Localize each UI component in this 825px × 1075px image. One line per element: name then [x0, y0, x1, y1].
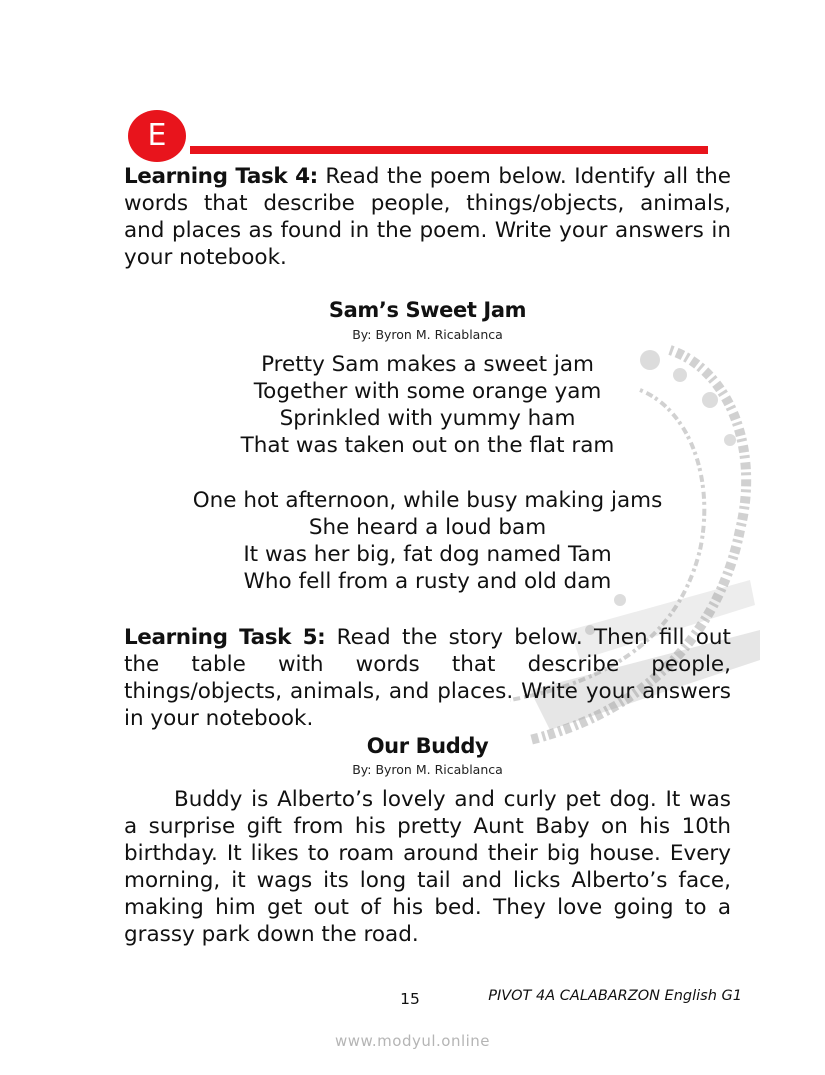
poem-line: Who fell from a rusty and old dam	[243, 569, 612, 594]
task4-instructions	[124, 163, 731, 271]
story-byline: By: Byron M. Ricablanca	[352, 762, 503, 777]
story-paragraph: Buddy is Alberto’s lovely and curly pet dog. It was a surprise gift from his pretty Aunt Baby on his 10th birthday. It likes to roam around their big house. Every morning, it wags its long tail and licks Alberto’s face, making him get out of his bed. They love going to a grassy park down the road.	[124, 787, 731, 947]
task5-instructions	[124, 624, 731, 732]
footer-module-label: PIVOT 4A CALABARZON English G1	[488, 988, 742, 1004]
section-badge: E	[128, 110, 186, 162]
watermark-text: www.modyul.online	[334, 1032, 491, 1050]
task4-text: Read the poem below. Identify all the words that describe people, things/objects, animals, and places as found in the poem. Write your answers in your notebook.	[124, 164, 731, 270]
story-title: Our Buddy	[366, 734, 489, 758]
task5-label: Learning Task 5:	[124, 625, 326, 650]
task4-label: Learning Task 4:	[124, 164, 318, 189]
poem-stanza-2	[0, 487, 825, 595]
poem-byline: By: Byron M. Ricablanca	[352, 327, 503, 342]
poem-line: She heard a loud bam	[308, 515, 547, 540]
page-number: 15	[400, 990, 420, 1008]
poem-line: It was her big, fat dog named Tam	[243, 542, 612, 567]
task5-text: Read the story below. Then fill out the table with words that describe people, things/objects, animals, and places. Write your answers in your notebook.	[124, 625, 731, 731]
poem-line: Sprinkled with yummy ham	[279, 406, 576, 431]
poem-line: Pretty Sam makes a sweet jam	[261, 352, 594, 377]
poem-line: One hot afternoon, while busy making jams	[192, 488, 663, 513]
poem-line: Together with some orange yam	[253, 379, 602, 404]
poem-line: That was taken out on the flat ram	[240, 433, 615, 458]
poem-title: Sam’s Sweet Jam	[328, 298, 527, 322]
section-divider	[190, 146, 708, 154]
poem-stanza-1	[0, 351, 825, 459]
